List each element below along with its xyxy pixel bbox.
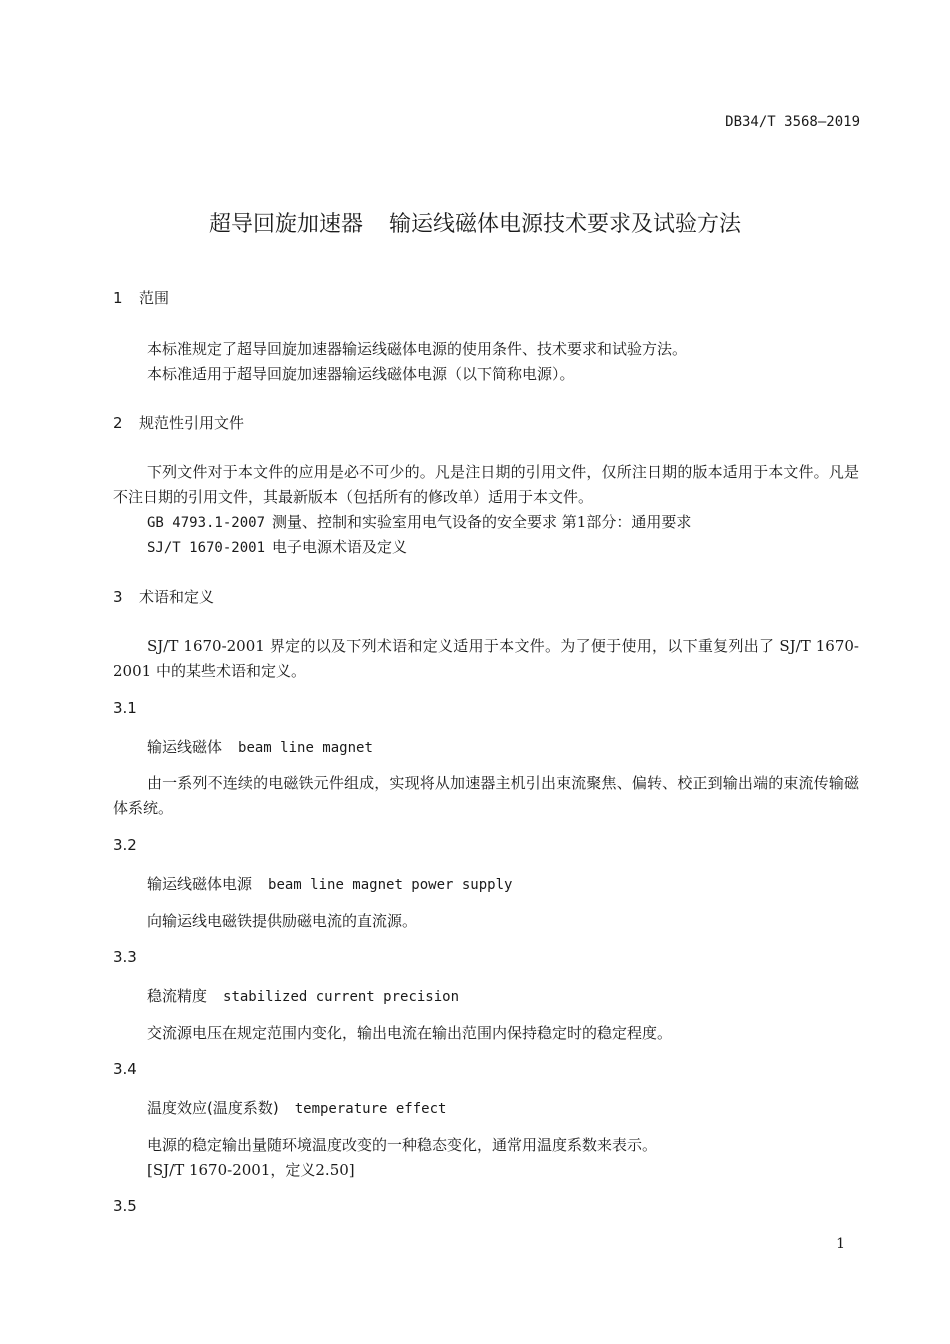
document-code: DB34/T 3568—2019 [725,114,860,130]
section-2-heading [113,412,244,433]
section-1-number: 1 [113,289,123,307]
section-2-label: 规范性引用文件 [139,414,245,432]
section-1-paragraph-2: 本标准适用于超导回旋加速器输运线磁体电源（以下简称电源）。 [147,365,575,383]
reference-code: SJ/T 1670-2001 [147,540,266,556]
term-source: [SJ/T 1670-2001，定义2.50] [147,1161,355,1179]
term-definition: 电源的稳定输出量随环境温度改变的一种稳态变化，通常用温度系数来表示。 [147,1136,658,1154]
section-3-heading [113,586,214,607]
term-chinese: 输运线磁体电源 [147,875,253,893]
document-title [0,207,950,238]
term-chinese: 温度效应(温度系数) [147,1099,279,1117]
term-english: beam line magnet power supply [268,877,513,893]
section-1-heading [113,287,169,308]
reference-item [147,536,407,557]
section-2-intro: 下列文件对于本文件的应用是必不可少的。凡是注日期的引用文件，仅所注日期的版本适用于本文件。凡是不注日期的引用文件，其最新版本（包括所有的修改单）适用于本文件。 [113,463,859,506]
term-heading [147,736,373,757]
clause-number: 3.3 [113,948,137,966]
clause-number: 3.4 [113,1060,137,1078]
title-part-1: 超导回旋加速器 [208,212,363,237]
term-english: beam line magnet [238,740,373,756]
section-3-intro: SJ/T 1670-2001 界定的以及下列术语和定义适用于本文件。为了便于使用，以下重复列出了 SJ/T 1670-2001 中的某些术语和定义。 [113,637,859,680]
term-definition: 由一系列不连续的电磁铁元件组成，实现将从加速器主机引出束流聚焦、偏转、校正到输出端的束流传输磁体系统。 [113,774,859,817]
section-1-paragraph-1: 本标准规定了超导回旋加速器输运线磁体电源的使用条件、技术要求和试验方法。 [147,340,688,358]
term-english: temperature effect [294,1101,447,1117]
title-part-2: 输运线磁体电源技术要求及试验方法 [389,212,742,237]
section-3-number: 3 [113,588,123,606]
clause-number: 3.5 [113,1197,137,1215]
section-2-number: 2 [113,414,123,432]
reference-title: 电子电源术语及定义 [272,538,408,556]
term-chinese: 输运线磁体 [147,738,223,756]
clause-number: 3.2 [113,836,137,854]
reference-title: 测量、控制和实验室用电气设备的安全要求 第1部分：通用要求 [272,513,692,531]
term-chinese: 稳流精度 [147,987,208,1005]
reference-code: GB 4793.1-2007 [147,515,266,531]
page-number: 1 [836,1236,845,1252]
term-english: stabilized current precision [223,989,460,1005]
reference-item [147,511,691,532]
term-definition: 向输运线电磁铁提供励磁电流的直流源。 [147,912,418,930]
term-definition: 交流源电压在规定范围内变化，输出电流在输出范围内保持稳定时的稳定程度。 [147,1024,673,1042]
term-heading [147,985,459,1006]
clause-number: 3.1 [113,699,137,717]
term-heading [147,873,512,894]
section-3-label: 术语和定义 [139,588,215,606]
section-1-label: 范围 [139,289,170,307]
term-heading [147,1097,446,1118]
